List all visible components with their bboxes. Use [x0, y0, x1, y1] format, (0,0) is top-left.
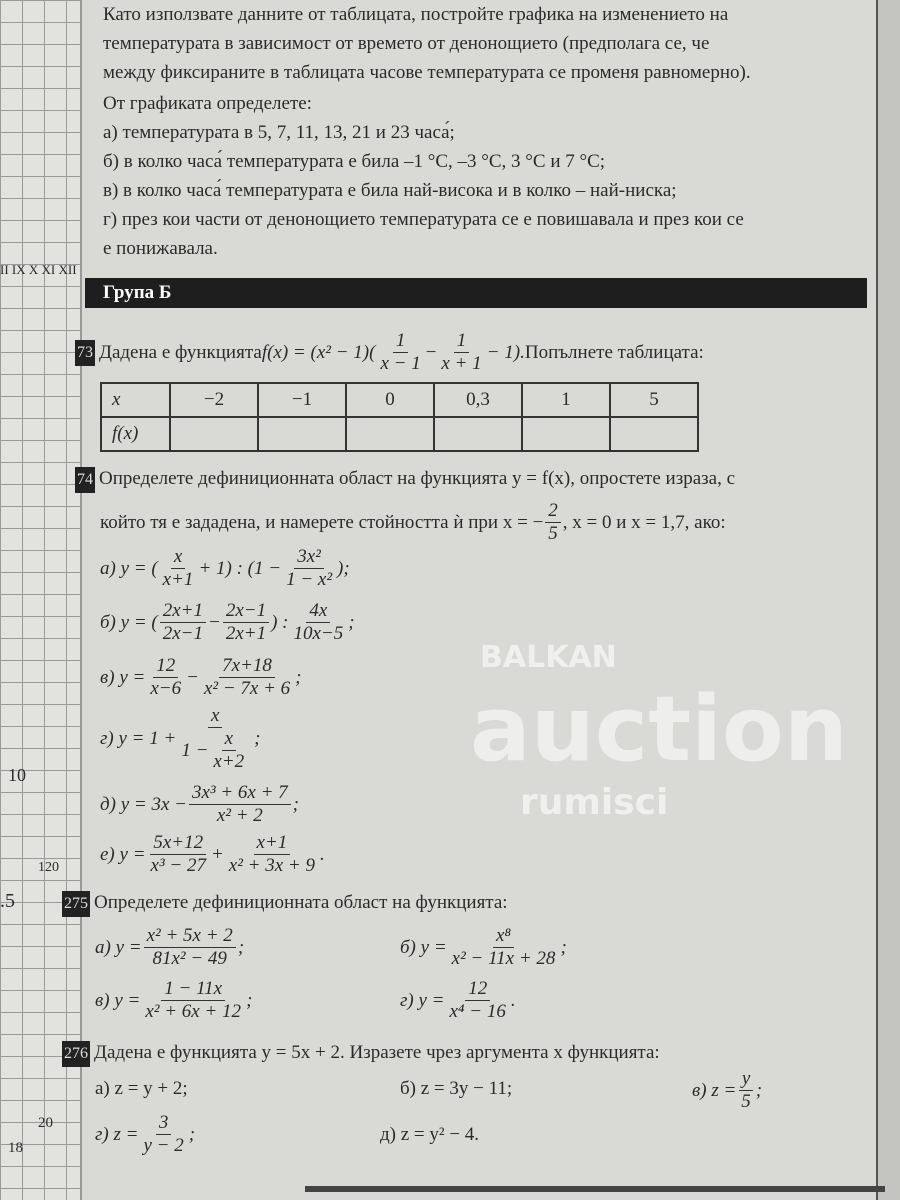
item-276-b: б) z = 3y − 11; — [400, 1078, 513, 1099]
denominator — [178, 728, 252, 773]
fraction — [377, 330, 423, 375]
intro-item-v: в) в колко часа́ температурата е била най-висока и в колко – най-ниска; — [103, 180, 677, 201]
fraction — [447, 978, 509, 1023]
numerator: x — [222, 728, 236, 751]
fraction — [160, 546, 197, 591]
problem-text: който тя е зададена, и намерете стойността ѝ при x = − — [100, 511, 544, 533]
operator: − — [425, 341, 437, 363]
denominator: 5 — [548, 523, 558, 544]
intro-text — [103, 0, 751, 263]
item-v — [100, 655, 301, 700]
page-edge — [876, 0, 900, 1200]
problem-text: Определете дефиниционната област на функцията y = f(x), опростете израза, с — [99, 468, 735, 489]
problem-276 — [62, 1040, 660, 1067]
denominator: y − 2 — [143, 1135, 184, 1156]
fraction — [189, 782, 291, 827]
operator: ) : — [271, 611, 289, 633]
problem-273 — [75, 330, 704, 375]
footer-rule — [305, 1186, 885, 1192]
item-275-b — [400, 925, 567, 970]
item-276-g — [95, 1112, 195, 1157]
intro-line: между фиксираните в таблицата часове температурата се променя равномерно). — [103, 62, 751, 83]
fraction — [545, 500, 561, 545]
formula: − 1). — [486, 341, 525, 363]
problem-number: 74 — [75, 467, 95, 493]
empty-cell[interactable] — [258, 417, 346, 451]
row-header: f(x) — [101, 417, 170, 451]
fraction — [178, 705, 252, 773]
operator: . — [320, 843, 325, 865]
problem-text: Дадена е функцията y = 5x + 2. Изразете чрез аргумента x функцията: — [94, 1042, 660, 1063]
fraction — [283, 546, 335, 591]
operator: ; — [237, 936, 245, 958]
denominator: 1 − x² — [286, 569, 333, 590]
numerator: 1 − 11x — [161, 978, 225, 1001]
numerator: y — [739, 1068, 753, 1091]
denominator: x+2 — [213, 751, 245, 772]
denominator: x − 1 — [380, 353, 421, 374]
fraction — [226, 832, 318, 877]
fraction — [144, 925, 236, 970]
problem-text: , x = 0 и x = 1,7, ако: — [562, 511, 726, 533]
problem-text: Попълнете таблицата: — [524, 341, 704, 363]
denominator: x⁴ − 16 — [449, 1001, 506, 1022]
empty-cell[interactable] — [434, 417, 522, 451]
item-e — [100, 832, 325, 877]
denominator: x² − 11x + 28 — [451, 948, 556, 969]
denominator: 10x−5 — [293, 623, 344, 644]
numerator: 2x+1 — [160, 600, 206, 623]
left-label-5: .5 — [0, 890, 15, 912]
left-label-10: 10 — [8, 765, 26, 785]
denominator: 5 — [741, 1091, 751, 1112]
watermark-logo: rumisci — [520, 782, 669, 823]
adjacent-page-grid — [0, 0, 82, 1200]
item-label: б) y = — [400, 936, 447, 958]
table-cell: 1 — [522, 383, 610, 417]
numerator: 3x³ + 6x + 7 — [189, 782, 291, 805]
operator: ; — [560, 936, 567, 958]
problem-number: 73 — [75, 340, 95, 366]
problem-274-line2 — [100, 500, 726, 545]
denominator: x³ − 27 — [150, 855, 206, 876]
left-label-20: 20 — [38, 1115, 53, 1131]
item-275-g — [400, 978, 516, 1023]
operator: − — [186, 666, 199, 688]
operator: ; — [292, 793, 299, 815]
denominator: x² + 2 — [216, 805, 263, 826]
item-label: в) y = — [95, 989, 141, 1011]
item-276-a: а) z = y + 2; — [95, 1078, 188, 1099]
row-header: x — [101, 383, 170, 417]
intro-item-g-cont: е понижавала. — [103, 238, 218, 259]
numerator: x — [171, 546, 185, 569]
operator: . — [510, 989, 516, 1011]
intro-item-g: г) през кои части от денонощието температурата се е повишавала и през кои се — [103, 209, 744, 230]
watermark-logo: auction — [470, 677, 848, 782]
item-label: а) y = ( — [100, 557, 158, 579]
operator: + — [210, 843, 224, 865]
problem-text: Дадена е функцията — [99, 341, 262, 363]
item-label: в) z = — [692, 1079, 737, 1101]
denominator: 81x² − 49 — [152, 948, 227, 969]
formula: f(x) = (x² − 1)( — [261, 341, 376, 363]
denominator: x + 1 — [441, 353, 482, 374]
operator: ; — [188, 1123, 196, 1145]
problem-text: Определете дефиниционната област на функцията: — [94, 892, 508, 913]
fraction — [142, 978, 244, 1023]
intro-line: Като използвате данните от таблицата, постройте графика на изменението на — [103, 4, 729, 25]
item-label: е) y = — [100, 843, 146, 865]
numerator: 1 — [454, 330, 470, 353]
numerator: 4x — [306, 600, 330, 623]
item-label: а) y = — [95, 936, 142, 958]
empty-cell[interactable] — [170, 417, 258, 451]
numerator: 12 — [465, 978, 490, 1001]
numerator: 3x² — [294, 546, 324, 569]
problem-number: 276 — [62, 1041, 90, 1067]
fraction — [738, 1068, 754, 1113]
fraction — [140, 1112, 186, 1157]
fraction — [201, 655, 293, 700]
denominator: x² − 7x + 6 — [203, 678, 291, 699]
denominator: 2x+1 — [225, 623, 267, 644]
numerator: x² + 5x + 2 — [144, 925, 236, 948]
numerator: 2x−1 — [223, 600, 269, 623]
item-275-v — [95, 978, 252, 1023]
fraction — [290, 600, 346, 645]
table-cell: −2 — [170, 383, 258, 417]
item-d — [100, 782, 299, 827]
problem-274 — [75, 466, 735, 493]
operator: ); — [337, 557, 350, 579]
roman-numerals: II IX X XI XII — [0, 262, 77, 277]
numerator: x — [208, 705, 222, 728]
operator: + 1) : (1 − — [198, 557, 282, 579]
item-label: г) y = 1 + — [100, 728, 177, 749]
numerator: 12 — [153, 655, 178, 678]
table-cell: 5 — [610, 383, 698, 417]
operator: ; — [254, 728, 261, 749]
empty-cell[interactable] — [610, 417, 698, 451]
table-row — [101, 417, 698, 451]
watermark-logo: BALKAN — [480, 640, 617, 675]
intro-item-a: а) температурата в 5, 7, 11, 13, 21 и 23 часа́; — [103, 122, 455, 143]
fraction — [148, 832, 209, 877]
intro-line: температурата в зависимост от времето от денонощието (предполага се, че — [103, 33, 710, 54]
table-cell: 0,3 — [434, 383, 522, 417]
operator: ; — [246, 989, 253, 1011]
item-276-v — [692, 1068, 762, 1113]
problem-number: 275 — [62, 891, 90, 917]
fraction — [223, 600, 269, 645]
numerator: 7x+18 — [219, 655, 275, 678]
operator: − — [207, 611, 221, 633]
denominator: x+1 — [162, 569, 194, 590]
operator: ; — [755, 1079, 763, 1101]
item-label: д) y = 3x − — [100, 793, 187, 815]
empty-cell[interactable] — [346, 417, 434, 451]
item-b — [100, 600, 355, 645]
item-275-a — [95, 925, 244, 970]
fraction — [147, 655, 184, 700]
denominator: x−6 — [150, 678, 182, 699]
denominator: x² + 6x + 12 — [145, 1001, 242, 1022]
numerator: 2 — [545, 500, 561, 523]
section-heading: Група Б — [85, 278, 867, 308]
item-g — [100, 705, 261, 773]
table-cell: 0 — [346, 383, 434, 417]
item-label: в) y = — [100, 666, 146, 688]
numerator: x⁸ — [493, 925, 514, 948]
left-label-18: 18 — [8, 1140, 23, 1156]
operator: ; — [295, 666, 302, 688]
fraction — [449, 925, 559, 970]
fraction — [210, 728, 247, 773]
numerator: x+1 — [254, 832, 291, 855]
item-276-d: д) z = y² − 4. — [380, 1124, 480, 1145]
numerator: 5x+12 — [150, 832, 206, 855]
item-a — [100, 546, 350, 591]
operator: ; — [348, 611, 355, 633]
item-label: г) z = — [95, 1123, 139, 1145]
fraction — [160, 600, 206, 645]
fraction — [438, 330, 484, 375]
item-label: г) y = — [400, 989, 445, 1011]
numerator: 3 — [156, 1112, 172, 1135]
denominator-part: 1 − — [181, 739, 209, 761]
item-label: б) y = ( — [100, 611, 158, 633]
intro-line: От графиката определете: — [103, 93, 312, 114]
problem-275 — [62, 890, 508, 917]
table-row — [101, 383, 698, 417]
table-cell: −1 — [258, 383, 346, 417]
denominator: x² + 3x + 9 — [228, 855, 316, 876]
empty-cell[interactable] — [522, 417, 610, 451]
numerator: 1 — [393, 330, 409, 353]
left-label-120: 120 — [38, 860, 59, 875]
denominator: 2x−1 — [162, 623, 203, 644]
values-table — [100, 382, 699, 452]
intro-item-b: б) в колко часа́ температурата е била –1 °C, –3 °C, 3 °C и 7 °C; — [103, 151, 606, 172]
